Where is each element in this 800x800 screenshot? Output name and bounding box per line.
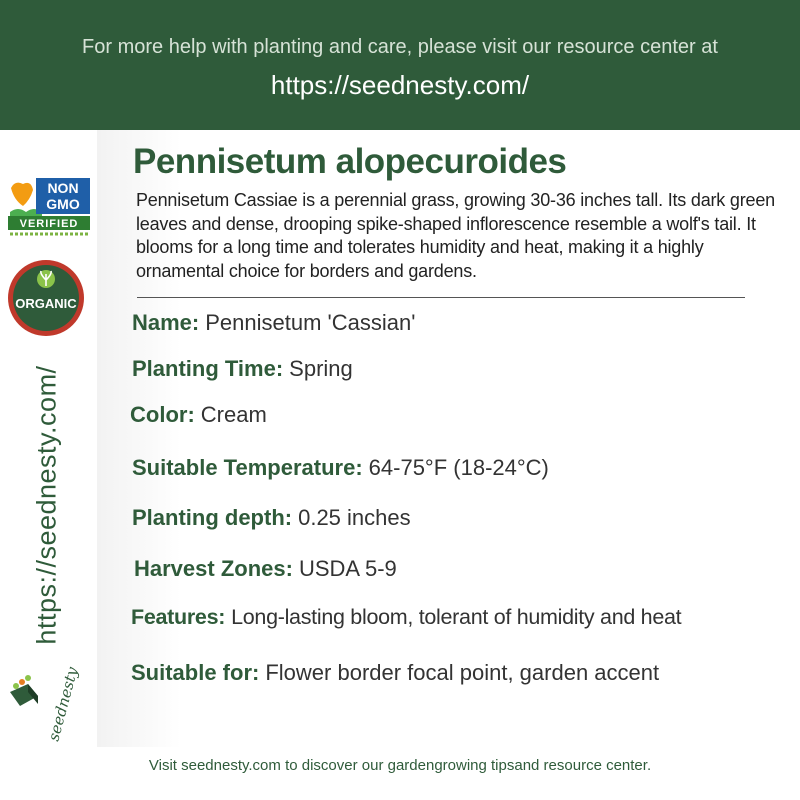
organic-badge xyxy=(6,258,86,338)
field-planting-time xyxy=(132,356,353,382)
field-color-label: Color: xyxy=(130,402,195,427)
non-gmo-verified-badge xyxy=(6,176,92,242)
field-color xyxy=(130,402,267,428)
field-temperature xyxy=(132,455,549,481)
field-suitable-for-value: Flower border focal point, garden accent xyxy=(265,660,660,685)
nongmo-line3: VERIFIED xyxy=(19,218,79,230)
banner-help-text: For more help with planting and care, please visit our resource center at xyxy=(82,36,718,58)
product-description: Pennisetum Cassiae is a perennial grass, growing 30-36 inches tall. Its dark green leaves and dense, drooping spike-shaped inflorescence resemble a wolf's tail. It blooms for a long time and tolerates humidity and heat, making it a highly ornamental choice for borders and gardens. xyxy=(136,190,775,281)
field-harvest-zones-value: USDA 5-9 xyxy=(298,556,397,581)
field-name-label: Name: xyxy=(132,310,200,335)
field-planting-time-value: Spring xyxy=(289,356,353,381)
field-name xyxy=(132,310,415,336)
field-suitable-for-label: Suitable for: xyxy=(131,660,260,685)
field-temperature-value: 64-75°F (18-24°C) xyxy=(368,455,549,480)
nongmo-line2: GMO xyxy=(46,196,80,212)
seednesty-logo xyxy=(6,662,82,746)
banner-url-link[interactable]: https://seednesty.com/ xyxy=(270,70,530,100)
footer-text: Visit seednesty.com to discover our gardengrowing tipsand resource center. xyxy=(148,757,652,774)
field-color-value: Cream xyxy=(200,402,267,427)
field-planting-depth xyxy=(132,505,411,531)
nongmo-line1: NON xyxy=(47,180,79,196)
field-harvest-zones-label: Harvest Zones: xyxy=(134,556,293,581)
logo-wordmark: seednesty xyxy=(44,665,82,744)
organic-label: ORGANIC xyxy=(15,296,77,311)
field-suitable-for xyxy=(131,660,659,686)
field-name-value: Pennisetum 'Cassian' xyxy=(205,310,416,335)
field-features xyxy=(131,605,681,630)
field-planting-depth-value: 0.25 inches xyxy=(298,505,411,530)
field-features-label: Features: xyxy=(131,605,226,629)
sidebar-vertical-url[interactable]: https://seednesty.com/ xyxy=(31,365,62,645)
field-planting-depth-label: Planting depth: xyxy=(132,505,293,530)
field-temperature-label: Suitable Temperature: xyxy=(132,455,363,480)
top-banner xyxy=(0,0,800,130)
field-planting-time-label: Planting Time: xyxy=(132,356,284,381)
field-features-value: Long-lasting bloom, tolerant of humidity and heat xyxy=(231,605,682,629)
divider xyxy=(137,297,745,298)
field-harvest-zones xyxy=(134,556,397,582)
product-title: Pennisetum alopecuroides xyxy=(133,142,567,181)
